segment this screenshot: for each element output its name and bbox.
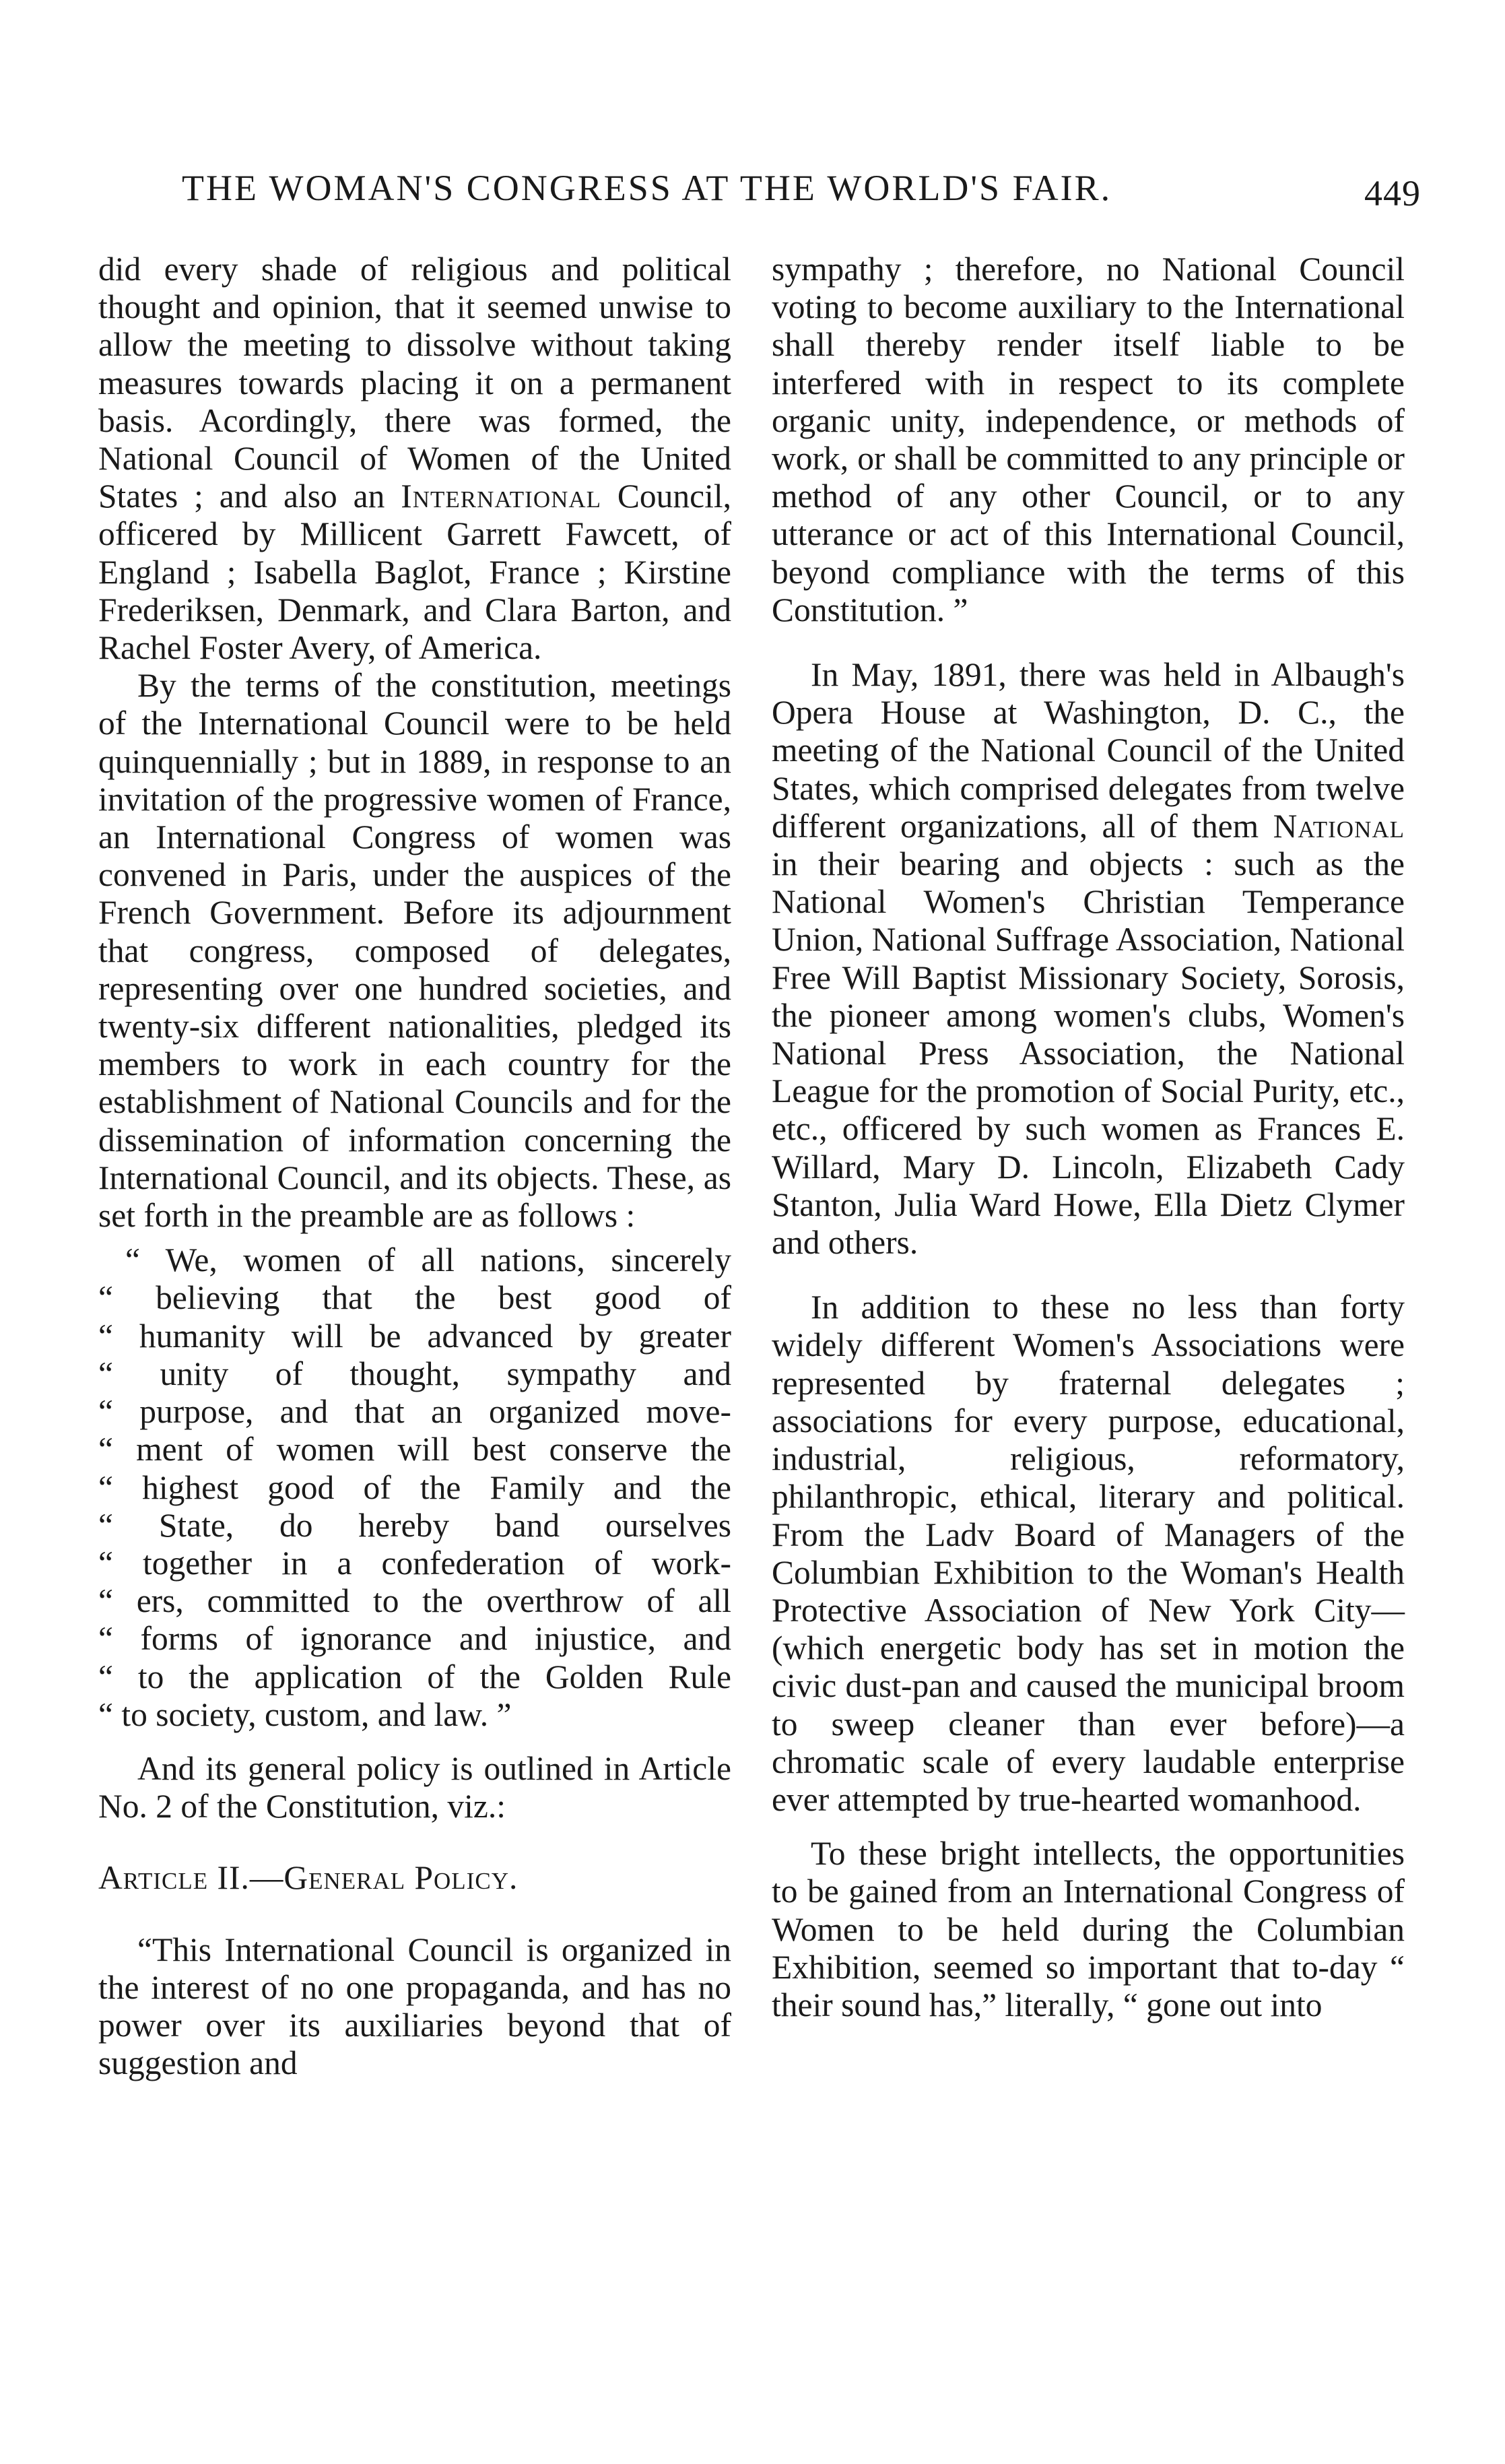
quote-line: “ purpose, and that an organized move- (98, 1393, 731, 1431)
paragraph: To these bright intellects, the opportunities to be gained from an International Congress of Women to be held during the Columbian Exhibition, seemed so important that to-day “ their sound has,” literally, “ gone out into (772, 1835, 1405, 2023)
left-column (98, 251, 731, 2082)
paragraph-text: In May, 1891, there was held in Albaugh's Opera House at Washington, D. C., the meeting of the National Council of the United States, which comprised delegates from twelve different organizations, all of them (772, 656, 1405, 845)
paragraph-text: Council, officered by Millicent Garrett Fawcett, of England ; Isabella Baglot, France ; Kirstine Frederiksen, Denmark, and Clara Barton, and Rachel Foster Avery, of America. (98, 478, 732, 667)
page-title: THE WOMAN'S CONGRESS AT THE WORLD'S FAIR. (182, 168, 1112, 208)
quote-line: “ highest good of the Family and the (98, 1468, 731, 1506)
paragraph-text: did every shade of religious and political thought and opinion, that it seemed unwise to allow the meeting to dissolve without taking measures towards placing it on a permanent basis. Acordingly, there was formed, the National Council of Women of the United States ; and also an (98, 251, 731, 515)
page-number: 449 (1364, 173, 1421, 214)
article-heading: Article II.—General Policy. (98, 1859, 519, 1897)
quote-line: “ We, women of all nations, sincerely (125, 1241, 731, 1279)
paragraph: In addition to these no less than forty widely different Women's Associations were represented by fraternal delegates ; associations for every purpose, educational, industrial, religious, reformatory, philanthropic, ethical, literary and political. From the Ladv Board of Managers of the Columbian Exhibition to the Woman's Health Protective Association of New York City—(which energetic body has set in motion the civic dust-pan and caused the municipal broom to sweep cleaner than ever before)—a chromatic scale of every laudable enterprise ever attempted by true-hearted womanhood. (772, 1289, 1405, 1818)
paragraph: sympathy ; therefore, no National Council voting to become auxiliary to the International shall thereby render itself liable to be interfered with in respect to its complete organic unity, independence, or methods of work, or shall be committed to any principle or method of any other Council, or to any utterance or act of this International Council, beyond compliance with the terms of this Constitution. ” (772, 251, 1405, 628)
quote-line: “ State, do hereby band ourselves (98, 1506, 731, 1544)
quote-line: “ forms of ignorance and injustice, and (98, 1620, 731, 1658)
quote-line: “ unity of thought, sympathy and (98, 1355, 731, 1392)
quote-line: “ ers, committed to the overthrow of all (98, 1582, 731, 1620)
quote-line: “ together in a confederation of work- (98, 1544, 731, 1582)
quote-line: “ to society, custom, and law. ” (98, 1695, 512, 1733)
quote-line: “ to the application of the Golden Rule (98, 1658, 731, 1695)
small-caps-text: International (401, 478, 602, 515)
preamble-quote (98, 1241, 731, 1734)
paragraph (98, 251, 731, 667)
paragraph: “This International Council is organized in the interest of no one propaganda, and has no power over its auxiliaries beyond that of suggestion and (98, 1931, 731, 2082)
quote-line: “ believing that the best good of (98, 1279, 731, 1317)
quote-line: “ humanity will be advanced by greater (98, 1317, 731, 1355)
paragraph-text: in their bearing and objects : such as the National Women's Christian Temperance Union, National Suffrage Association, National Free Will Baptist Missionary Society, Sorosis, the pioneer among women's clubs, Women's National Press Association, the National League for the promotion of Social Purity, etc., etc., officered by such women as Frances E. Willard, Mary D. Lincoln, Elizabeth Cady Stanton, Julia Ward Howe, Ella Dietz Clymer and others. (772, 845, 1405, 1262)
paragraph: By the terms of the constitution, meetings of the International Council were to be held quinquennially ; but in 1889, in response to an invitation of the progressive women of France, an International Congress of women was convened in Paris, under the auspices of the French Government. Before its adjournment that congress, composed of delegates, representing over one hundred societies, and twenty-six different nationalities, pledged its members to work in each country for the establishment of National Councils and for the dissemination of information concerning the International Council, and its objects. These, as set forth in the preamble are as follows : (98, 667, 731, 1235)
running-header (182, 167, 1421, 214)
paragraph: And its general policy is outlined in Article No. 2 of the Constitution, viz.: (98, 1749, 731, 1825)
paragraph (772, 656, 1405, 1262)
small-caps-text: National (1273, 807, 1405, 845)
quote-line: “ ment of women will best conserve the (98, 1431, 731, 1468)
right-column (772, 251, 1405, 2024)
